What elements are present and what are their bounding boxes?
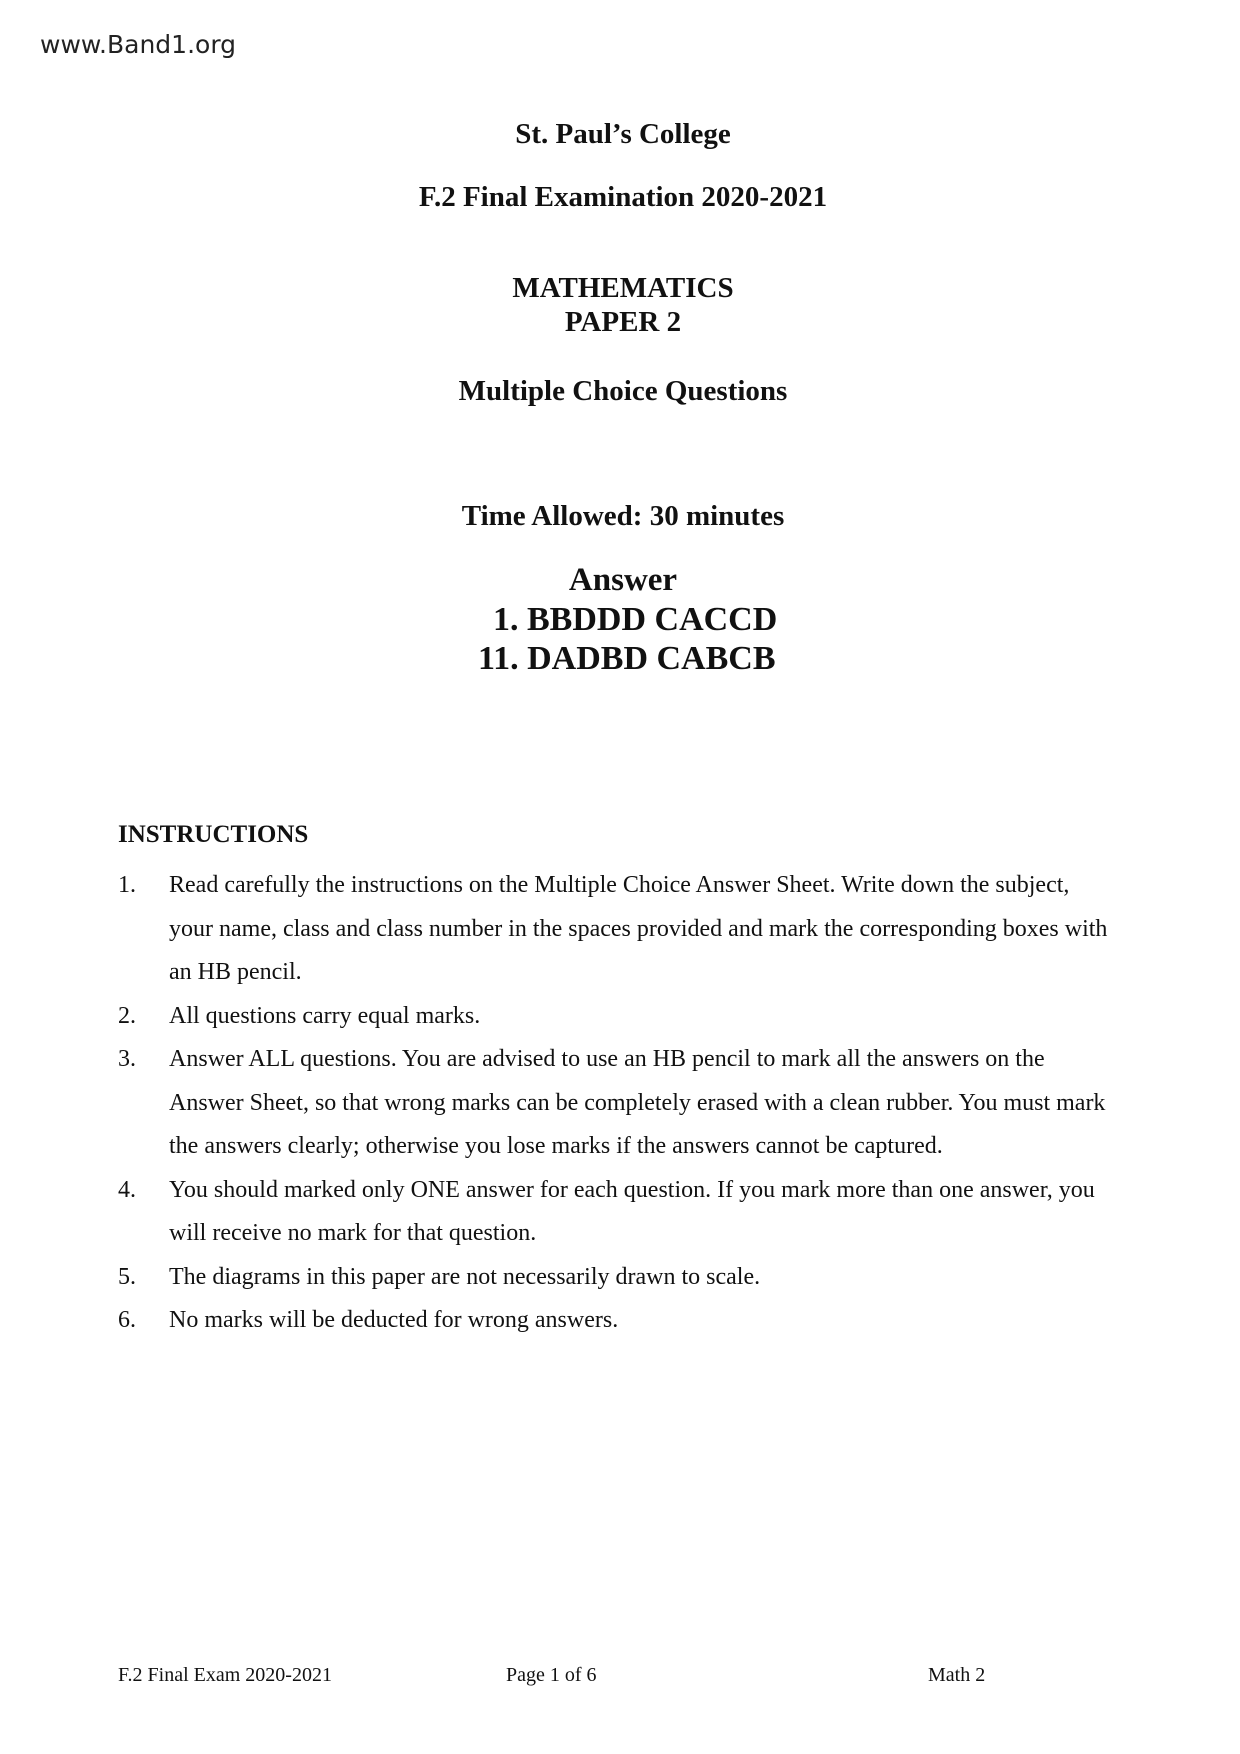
instruction-text: Answer ALL questions. You are advised to use an HB pencil to mark all the answers on the Answer Sheet, so that wrong marks can be completely erased with a clean rubber. You must mark the answers clearly; otherwise you lose marks if the answers cannot be captured. (169, 1046, 1106, 1159)
instruction-number: 5. (118, 1263, 136, 1290)
instruction-item (118, 995, 1118, 1039)
instruction-text: The diagrams in this paper are not necessarily drawn to scale. (169, 1263, 761, 1290)
answer-line-1: 1. BBDDD CACCD (493, 601, 778, 638)
instruction-number: 3. (118, 1046, 136, 1072)
instruction-number: 1. (118, 872, 136, 898)
instruction-number: 6. (118, 1307, 136, 1333)
subject-title: MATHEMATICS (512, 272, 734, 304)
footer-exam-label: F.2 Final Exam 2020-2021 (118, 1664, 332, 1686)
instruction-number: 4. (118, 1176, 136, 1203)
footer-subject-label: Math 2 (928, 1664, 986, 1686)
instruction-text: You should marked only ONE answer for each question. If you mark more than one answer, you will receive no mark for that question. (169, 1176, 1095, 1246)
exam-title: F.2 Final Examination 2020-2021 (418, 181, 828, 213)
instruction-text: No marks will be deducted for wrong answers. (169, 1307, 619, 1333)
instruction-item (118, 864, 1118, 995)
watermark: www.Band1.org (40, 30, 237, 59)
school-name: St. Paul’s College (515, 118, 731, 150)
instruction-item (118, 1256, 1118, 1300)
answer-heading: Answer (568, 562, 678, 598)
instructions-list (118, 864, 1118, 1343)
instructions-heading: INSTRUCTIONS (118, 821, 309, 848)
instruction-item (118, 1299, 1118, 1343)
footer-page-number: Page 1 of 6 (506, 1664, 597, 1686)
instruction-item (118, 1038, 1118, 1169)
answer-line-2: 11. DADBD CABCB (478, 640, 776, 677)
instruction-item (118, 1169, 1118, 1256)
instructions-section (118, 821, 1118, 1343)
paper-title: PAPER 2 (564, 306, 682, 338)
instruction-text: All questions carry equal marks. (169, 1002, 481, 1029)
instruction-number: 2. (118, 1002, 136, 1029)
time-allowed: Time Allowed: 30 minutes (461, 500, 785, 532)
section-title: Multiple Choice Questions (458, 375, 788, 407)
instruction-text: Read carefully the instructions on the Multiple Choice Answer Sheet. Write down the subject, your name, class and class number in the spaces provided and mark the corresponding boxes with an HB pencil. (169, 872, 1108, 985)
